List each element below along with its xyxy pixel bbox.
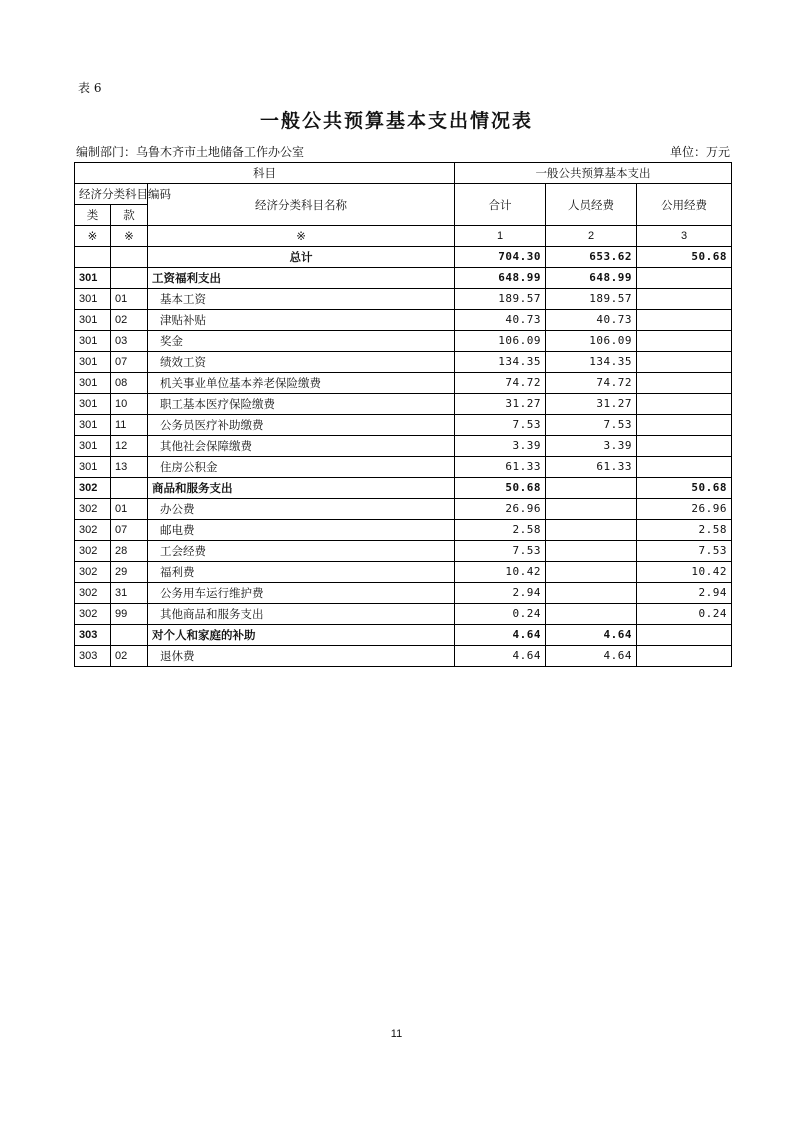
total-value: 2.94 xyxy=(455,583,546,604)
public-value xyxy=(637,394,732,415)
total-value: 7.53 xyxy=(455,541,546,562)
public-value: 50.68 xyxy=(637,478,732,499)
category-code: 303 xyxy=(75,625,111,646)
meta-row xyxy=(76,143,730,160)
category-code: 301 xyxy=(75,415,111,436)
public-value: 10.42 xyxy=(637,562,732,583)
category-code: 302 xyxy=(75,604,111,625)
public-value xyxy=(637,310,732,331)
category-code: 303 xyxy=(75,646,111,667)
budget-header: 一般公共预算基本支出 xyxy=(455,163,732,184)
public-value xyxy=(637,289,732,310)
unit-label: 单位：万元 xyxy=(669,145,730,159)
page-number: 11 xyxy=(390,1028,403,1040)
item-code xyxy=(111,478,148,499)
public-value: 7.53 xyxy=(637,541,732,562)
table-row xyxy=(75,331,732,352)
header-row-2 xyxy=(75,184,732,205)
category-header: 类 xyxy=(75,205,111,226)
public-value xyxy=(637,457,732,478)
table-row xyxy=(75,415,732,436)
table-row xyxy=(75,310,732,331)
item-code: 99 xyxy=(111,604,148,625)
code-header: 经济分类科目编码 xyxy=(75,184,148,205)
subject-name: 其他商品和服务支出 xyxy=(148,604,455,625)
group-row xyxy=(75,268,732,289)
subject-name: 其他社会保障缴费 xyxy=(148,436,455,457)
category-code: 302 xyxy=(75,541,111,562)
total-value: 0.24 xyxy=(455,604,546,625)
table-row xyxy=(75,352,732,373)
table-row xyxy=(75,436,732,457)
subject-name: 退休费 xyxy=(148,646,455,667)
table-row xyxy=(75,583,732,604)
marker-row xyxy=(75,226,732,247)
table-row xyxy=(75,562,732,583)
item-code: 02 xyxy=(111,310,148,331)
name-header: 经济分类科目名称 xyxy=(148,184,455,226)
category-code: 302 xyxy=(75,562,111,583)
marker-category: ※ xyxy=(75,226,111,247)
total-value: 26.96 xyxy=(455,499,546,520)
marker-name: ※ xyxy=(148,226,455,247)
table-row xyxy=(75,289,732,310)
grand-total-public: 50.68 xyxy=(637,247,732,268)
public-value: 2.58 xyxy=(637,520,732,541)
personnel-value: 4.64 xyxy=(546,625,637,646)
item-code: 03 xyxy=(111,331,148,352)
table-row xyxy=(75,604,732,625)
personnel-value: 134.35 xyxy=(546,352,637,373)
item-code: 08 xyxy=(111,373,148,394)
total-value: 189.57 xyxy=(455,289,546,310)
table-row xyxy=(75,646,732,667)
personnel-value xyxy=(546,499,637,520)
personnel-value xyxy=(546,562,637,583)
department-label: 编制部门：乌鲁木齐市土地储备工作办公室 xyxy=(76,145,305,159)
public-value xyxy=(637,625,732,646)
budget-table xyxy=(74,162,732,667)
category-code: 301 xyxy=(75,310,111,331)
subject-name: 职工基本医疗保险缴费 xyxy=(148,394,455,415)
category-code: 302 xyxy=(75,499,111,520)
total-value: 106.09 xyxy=(455,331,546,352)
table-row xyxy=(75,373,732,394)
item-code: 13 xyxy=(111,457,148,478)
total-col-header: 合计 xyxy=(455,184,546,226)
grand-total-cat xyxy=(75,247,111,268)
subject-name: 办公费 xyxy=(148,499,455,520)
table-row xyxy=(75,541,732,562)
category-code: 301 xyxy=(75,352,111,373)
subject-name: 邮电费 xyxy=(148,520,455,541)
total-value: 2.58 xyxy=(455,520,546,541)
public-value xyxy=(637,268,732,289)
item-code xyxy=(111,625,148,646)
item-header: 款 xyxy=(111,205,148,226)
table-row xyxy=(75,499,732,520)
index-public: 3 xyxy=(637,226,732,247)
personnel-value: 106.09 xyxy=(546,331,637,352)
category-code: 301 xyxy=(75,394,111,415)
subject-name: 公务员医疗补助缴费 xyxy=(148,415,455,436)
table-row xyxy=(75,457,732,478)
public-value xyxy=(637,331,732,352)
subject-name: 福利费 xyxy=(148,562,455,583)
table-row xyxy=(75,520,732,541)
personnel-col-header: 人员经费 xyxy=(546,184,637,226)
subject-name: 对个人和家庭的补助 xyxy=(148,625,455,646)
marker-item: ※ xyxy=(111,226,148,247)
subject-name: 机关事业单位基本养老保险缴费 xyxy=(148,373,455,394)
item-code: 07 xyxy=(111,520,148,541)
total-value: 648.99 xyxy=(455,268,546,289)
public-value xyxy=(637,352,732,373)
subject-name: 津贴补贴 xyxy=(148,310,455,331)
category-code: 301 xyxy=(75,268,111,289)
table-label: 表 6 xyxy=(78,81,102,95)
item-code: 07 xyxy=(111,352,148,373)
total-value: 31.27 xyxy=(455,394,546,415)
personnel-value: 7.53 xyxy=(546,415,637,436)
grand-total-total: 704.30 xyxy=(455,247,546,268)
item-code xyxy=(111,268,148,289)
grand-total-item xyxy=(111,247,148,268)
total-value: 134.35 xyxy=(455,352,546,373)
total-value: 61.33 xyxy=(455,457,546,478)
total-value: 3.39 xyxy=(455,436,546,457)
personnel-value: 189.57 xyxy=(546,289,637,310)
grand-total-label: 总计 xyxy=(148,247,455,268)
item-code: 01 xyxy=(111,289,148,310)
public-value: 2.94 xyxy=(637,583,732,604)
group-row xyxy=(75,478,732,499)
personnel-value: 3.39 xyxy=(546,436,637,457)
subject-name: 奖金 xyxy=(148,331,455,352)
personnel-value xyxy=(546,604,637,625)
index-personnel: 2 xyxy=(546,226,637,247)
personnel-value xyxy=(546,541,637,562)
public-value: 0.24 xyxy=(637,604,732,625)
page-title: 一般公共预算基本支出情况表 xyxy=(259,110,533,132)
total-value: 4.64 xyxy=(455,625,546,646)
personnel-value: 40.73 xyxy=(546,310,637,331)
category-code: 302 xyxy=(75,583,111,604)
table-row xyxy=(75,394,732,415)
personnel-value: 61.33 xyxy=(546,457,637,478)
total-value: 4.64 xyxy=(455,646,546,667)
subject-header: 科目 xyxy=(75,163,455,184)
header-row-1 xyxy=(75,163,732,184)
group-row xyxy=(75,625,732,646)
public-col-header: 公用经费 xyxy=(637,184,732,226)
total-value: 40.73 xyxy=(455,310,546,331)
personnel-value: 31.27 xyxy=(546,394,637,415)
item-code: 10 xyxy=(111,394,148,415)
subject-name: 工会经费 xyxy=(148,541,455,562)
personnel-value xyxy=(546,520,637,541)
total-value: 10.42 xyxy=(455,562,546,583)
category-code: 302 xyxy=(75,520,111,541)
personnel-value: 648.99 xyxy=(546,268,637,289)
grand-total-row xyxy=(75,247,732,268)
personnel-value: 4.64 xyxy=(546,646,637,667)
total-value: 7.53 xyxy=(455,415,546,436)
item-code: 28 xyxy=(111,541,148,562)
item-code: 12 xyxy=(111,436,148,457)
category-code: 301 xyxy=(75,436,111,457)
public-value xyxy=(637,373,732,394)
grand-total-personnel: 653.62 xyxy=(546,247,637,268)
subject-name: 工资福利支出 xyxy=(148,268,455,289)
item-code: 31 xyxy=(111,583,148,604)
category-code: 301 xyxy=(75,373,111,394)
personnel-value xyxy=(546,478,637,499)
item-code: 02 xyxy=(111,646,148,667)
public-value xyxy=(637,415,732,436)
subject-name: 住房公积金 xyxy=(148,457,455,478)
category-code: 301 xyxy=(75,457,111,478)
personnel-value: 74.72 xyxy=(546,373,637,394)
subject-name: 绩效工资 xyxy=(148,352,455,373)
category-code: 301 xyxy=(75,289,111,310)
subject-name: 公务用车运行维护费 xyxy=(148,583,455,604)
total-value: 50.68 xyxy=(455,478,546,499)
table-body xyxy=(75,163,732,667)
personnel-value xyxy=(546,583,637,604)
total-value: 74.72 xyxy=(455,373,546,394)
subject-name: 商品和服务支出 xyxy=(148,478,455,499)
item-code: 11 xyxy=(111,415,148,436)
public-value xyxy=(637,646,732,667)
item-code: 01 xyxy=(111,499,148,520)
category-code: 302 xyxy=(75,478,111,499)
category-code: 301 xyxy=(75,331,111,352)
public-value xyxy=(637,436,732,457)
item-code: 29 xyxy=(111,562,148,583)
public-value: 26.96 xyxy=(637,499,732,520)
subject-name: 基本工资 xyxy=(148,289,455,310)
index-total: 1 xyxy=(455,226,546,247)
